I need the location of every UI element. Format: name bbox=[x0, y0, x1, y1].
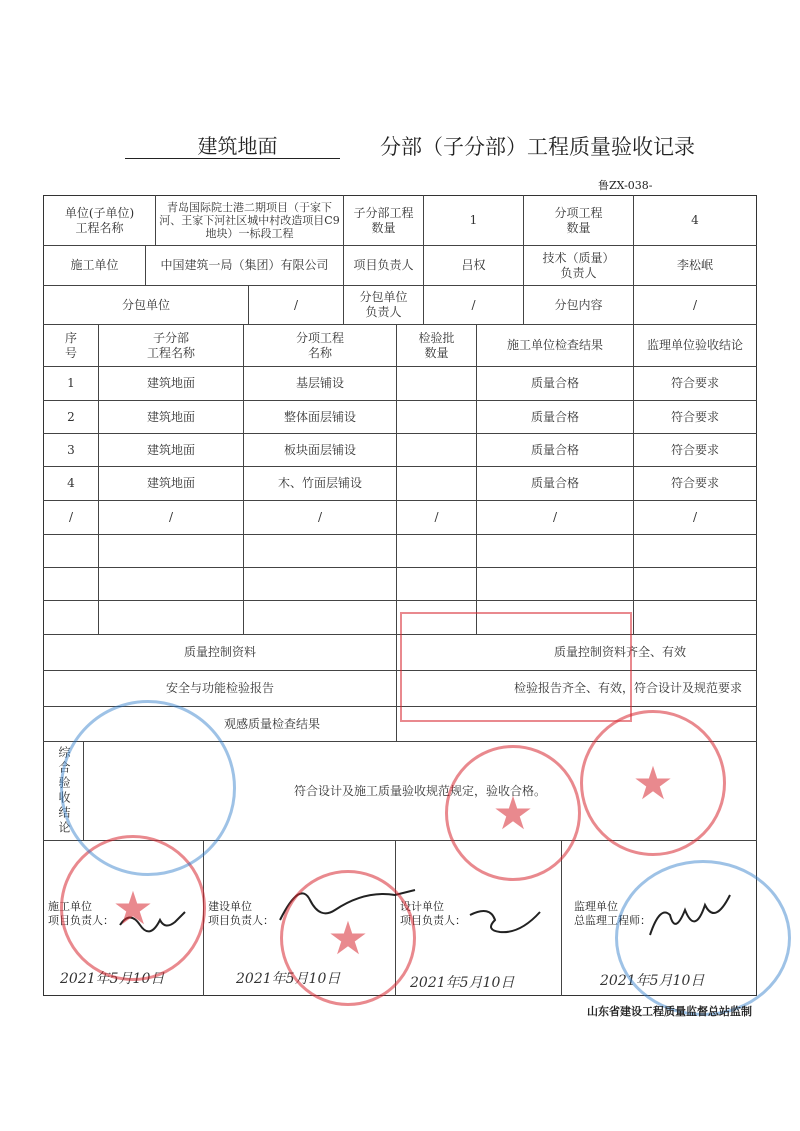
col-header-subsection: 子分部 工程名称 bbox=[146, 330, 195, 360]
table-cell: 符合要求 bbox=[670, 476, 719, 490]
table-cell: 符合要求 bbox=[670, 409, 719, 424]
signature-org: 监理单位 bbox=[574, 900, 618, 913]
registered-architect-seal bbox=[400, 612, 632, 722]
supervisor-engineer-seal bbox=[615, 860, 791, 1016]
safety-value: 检验报告齐全、有效，符合设计及规范要求 bbox=[513, 681, 742, 695]
signature-person-label: 项目负责人： bbox=[400, 914, 466, 927]
subsection-name: 建筑地面 bbox=[197, 134, 278, 158]
sub-count-value: 1 bbox=[469, 213, 478, 227]
signature-person-label: 总监理工程师： bbox=[574, 914, 651, 927]
table-cell: 1 bbox=[67, 376, 75, 390]
registered-engineer-seal bbox=[60, 700, 236, 876]
signature-person-label: 项目负责人： bbox=[208, 914, 274, 927]
signature-org: 设计单位 bbox=[400, 900, 444, 913]
table-cell: 建筑地面 bbox=[146, 442, 195, 457]
table-cell: 4 bbox=[67, 476, 75, 490]
table-cell: / bbox=[317, 510, 323, 524]
tech-value: 李松岷 bbox=[676, 258, 713, 272]
quality-data-label: 质量控制资料 bbox=[183, 645, 256, 659]
table-cell: 质量合格 bbox=[530, 376, 579, 390]
table-cell: 符合要求 bbox=[670, 376, 719, 390]
signature-scribble bbox=[470, 911, 540, 932]
item-count-label: 分项工程 数量 bbox=[554, 205, 603, 235]
subcontractor-value: / bbox=[293, 297, 299, 312]
page-title: 分部（子分部）工程质量验收记录 bbox=[380, 135, 695, 159]
table-cell: 质量合格 bbox=[530, 409, 579, 424]
table-cell: 符合要求 bbox=[670, 442, 719, 457]
signature-date: 2021年5月10日 bbox=[600, 973, 705, 989]
table-cell: 建筑地面 bbox=[146, 376, 195, 390]
table-cell: 建筑地面 bbox=[146, 476, 195, 490]
signature-date: 2021年5月10日 bbox=[60, 971, 165, 987]
table-cell: / bbox=[434, 510, 439, 524]
table-cell: 木、竹面层铺设 bbox=[277, 476, 362, 490]
signature-org: 建设单位 bbox=[208, 900, 252, 913]
unit-project-label: 单位(子单位) 工程名称 bbox=[64, 205, 135, 235]
unit-project-value: 青岛国际院士港二期项目（于家下河、王家下河社区城中村改造项目C9地块）一标段工程 bbox=[159, 201, 340, 240]
subcontractor-label: 分包单位 bbox=[121, 297, 170, 312]
signature-date: 2021年5月10日 bbox=[236, 971, 341, 987]
footer-issuer: 山东省建设工程质量监督总站监制 bbox=[587, 1005, 752, 1018]
tech-label: 技术（质量） 负责人 bbox=[542, 250, 615, 280]
conclusion-label: 综合验收结论 bbox=[57, 746, 71, 836]
sub-manager-value: / bbox=[471, 297, 476, 312]
pm-label: 项目负责人 bbox=[353, 258, 414, 272]
table-cell: 质量合格 bbox=[530, 442, 579, 457]
sub-content-label: 分包内容 bbox=[554, 297, 603, 312]
pm-value: 吕权 bbox=[461, 258, 486, 272]
col-header-item: 分项工程 名称 bbox=[295, 330, 344, 360]
sub-manager-label: 分包单位 负责人 bbox=[359, 290, 408, 319]
appearance-label: 观感质量检查结果 bbox=[224, 716, 321, 731]
sub-count-label: 子分部工程 数量 bbox=[353, 205, 414, 235]
signature-org: 施工单位 bbox=[48, 900, 92, 913]
form-number: 鲁ZX-038- bbox=[598, 179, 653, 192]
conclusion-value: 符合设计及施工质量验收规范规定，验收合格。 bbox=[294, 783, 547, 798]
contractor-seal: ★ bbox=[60, 835, 206, 981]
safety-label: 安全与功能检验报告 bbox=[165, 681, 274, 695]
table-cell: 基层铺设 bbox=[295, 376, 344, 390]
quality-data-value: 质量控制资料齐全、有效 bbox=[553, 645, 686, 659]
col-header-index: 序 号 bbox=[64, 330, 77, 360]
signature-date: 2021年5月10日 bbox=[410, 975, 515, 991]
table-cell: / bbox=[692, 510, 698, 524]
table-cell: 整体面层铺设 bbox=[283, 409, 356, 424]
supervisor-seal: ★ bbox=[580, 710, 726, 856]
sub-content-value: / bbox=[692, 297, 698, 312]
table-cell: 板块面层铺设 bbox=[283, 442, 356, 457]
col-header-contractor-result: 施工单位检查结果 bbox=[506, 338, 603, 352]
table-cell: / bbox=[68, 510, 74, 524]
table-cell: / bbox=[552, 510, 558, 524]
contractor-value: 中国建筑一局（集团）有限公司 bbox=[160, 258, 329, 272]
table-cell: 建筑地面 bbox=[146, 409, 195, 424]
table-cell: 3 bbox=[67, 442, 75, 457]
table-cell: 质量合格 bbox=[530, 476, 579, 490]
signature-person-label: 项目负责人： bbox=[48, 914, 114, 927]
table-cell: 2 bbox=[67, 409, 75, 424]
table-cell: / bbox=[168, 510, 174, 524]
col-header-batch-count: 检验批 数量 bbox=[418, 330, 455, 360]
item-count-value: 4 bbox=[691, 213, 699, 227]
contractor-label: 施工单位 bbox=[70, 258, 119, 272]
col-header-supervisor-result: 监理单位验收结论 bbox=[646, 338, 743, 352]
designer-seal: ★ bbox=[445, 745, 581, 881]
owner-seal: ★ bbox=[280, 870, 416, 1006]
